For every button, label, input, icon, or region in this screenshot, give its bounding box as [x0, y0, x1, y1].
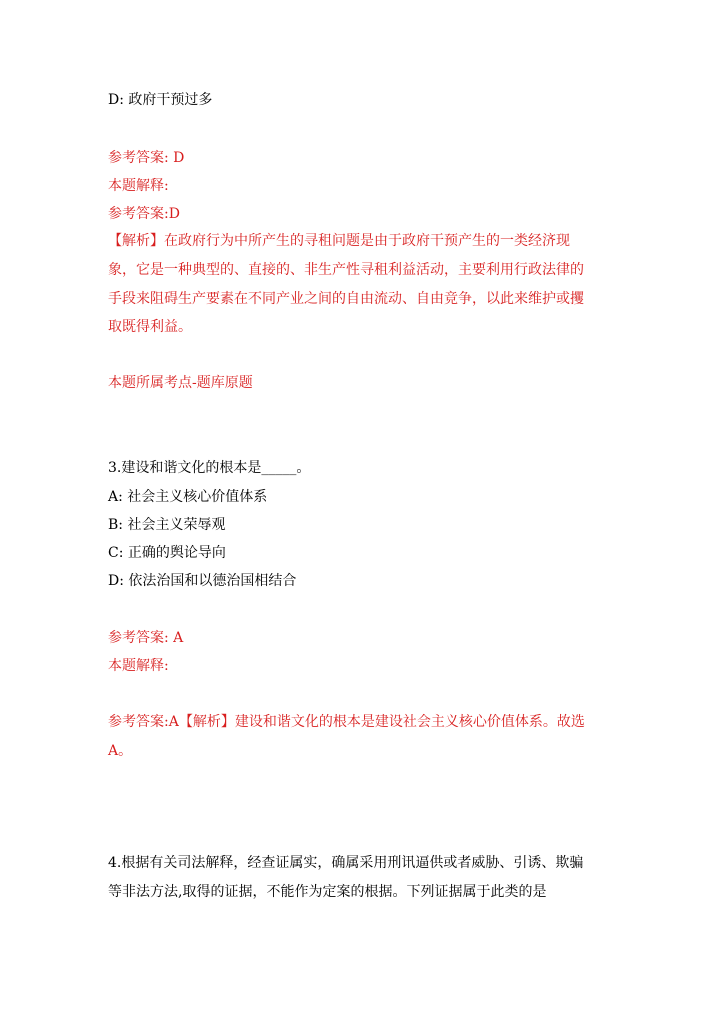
q3-option-b: B: 社会主义荣辱观: [108, 517, 226, 533]
q2-answer-repeat: 参考答案:D: [108, 206, 180, 222]
q4-question-line: 4.根据有关司法解释，经查证属实，确属采用刑讯逼供或者威胁、引诱、欺骗: [108, 855, 584, 871]
q3-analysis-line: 参考答案:A【解析】建设和谐文化的根本是建设社会主义核心价值体系。故选: [108, 714, 585, 730]
q3-option-d: D: 依法治国和以德治国相结合: [108, 573, 297, 589]
q2-analysis-line: 取既得利益。: [108, 319, 192, 335]
q3-option-a: A: 社会主义核心价值体系: [108, 489, 268, 505]
q2-explain-label: 本题解释:: [108, 178, 169, 194]
q2-analysis-line: 象，它是一种典型的、直接的、非生产性寻租利益活动，主要利用行政法律的: [108, 262, 584, 278]
q2-option-d: D: 政府干预过多: [108, 92, 213, 108]
q2-topic: 本题所属考点-题库原题: [108, 375, 253, 391]
q2-analysis-line: 【解析】在政府行为中所产生的寻租问题是由于政府干预产生的一类经济现: [108, 233, 570, 249]
q3-option-c: C: 正确的舆论导向: [108, 545, 226, 561]
q3-analysis-line: A。: [108, 743, 133, 759]
q3-explain-label: 本题解释:: [108, 658, 169, 674]
q3-answer: 参考答案: A: [108, 630, 184, 646]
q3-question: 3.建设和谐文化的根本是_____。: [108, 460, 311, 476]
q4-question-line: 等非法方法,取得的证据，不能作为定案的根据。下列证据属于此类的是: [108, 884, 547, 900]
q2-answer: 参考答案: D: [108, 150, 185, 166]
q2-analysis-line: 手段来阻碍生产要素在不同产业之间的自由流动、自由竞争，以此来维护或攫: [108, 291, 584, 307]
